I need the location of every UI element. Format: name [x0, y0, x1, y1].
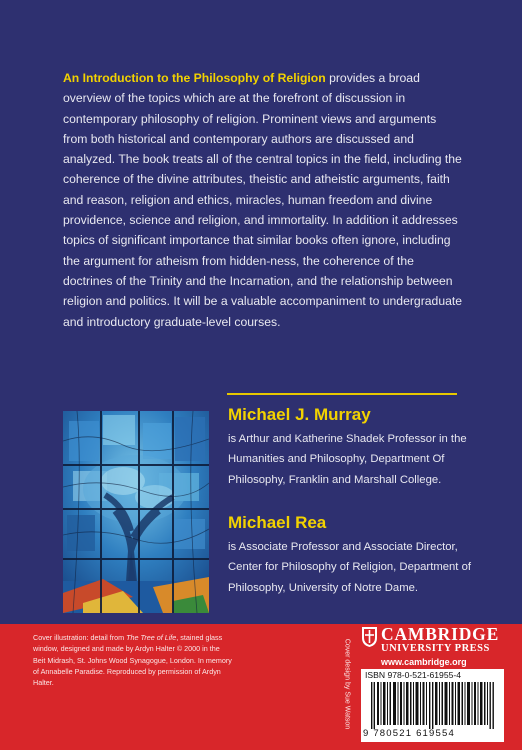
cover-illustration-credit [33, 632, 233, 688]
author-block-rea [228, 513, 473, 598]
cover-design-credit [341, 628, 352, 740]
author-name: Michael Rea [228, 513, 327, 532]
barcode-panel [361, 669, 504, 742]
book-blurb [63, 68, 463, 332]
credit-suffix: , stained glass window, designed and made by Ardyn Halter © 2000 in the Beit Midrash, St. Johns Wood Synagogue, London. In memory of Annabelle Paradise. Reproduced by permission of Ardyn Halter. [33, 633, 232, 688]
blurb-text: provides a broad overview of the topics which are at the forefront of discussion in contemporary philosophy of religion. Prominent views and arguments from both historical and contemporary authors are discussed and analyzed. The book treats all of the central topics in the field, including the coherence of the divine attributes, theistic and atheistic arguments, faith and reason, religion and ethics, miracles, human freedom and divine providence, science and religion, and immortality. In addition it addresses topics of significant importance that similar books often ignore, including the argument for atheism from hidden-ness, the coherence of the doctrines of the Trinity and the Incarnation, and the relationship between religion and politics. It will be a valuable accompaniment to undergraduate and introductory graduate-level courses. [63, 71, 463, 329]
cambridge-shield-icon [361, 626, 378, 648]
isbn-digits: 9 780521 619554 [363, 728, 455, 739]
author-block-murray [228, 405, 473, 490]
stained-glass-image [63, 411, 209, 613]
artwork-title: The Tree of Life [126, 633, 177, 642]
author-bio: is Arthur and Katherine Shadek Professor in the Humanities and Philosophy, Department Of Philosophy, Franklin and Marshall College. [228, 433, 467, 486]
cover-design-text: Cover design by Sue Watson [343, 638, 350, 730]
author-name: Michael J. Murray [228, 405, 371, 424]
author-bio: is Associate Professor and Associate Director, Center for Philosophy of Religion, Department of Philosophy, University of Notre Dame. [228, 541, 472, 594]
credit-prefix: Cover illustration: detail from [33, 633, 127, 642]
book-title: An Introduction to the Philosophy of Religion [63, 71, 326, 85]
publisher-url: www.cambridge.org [381, 657, 467, 667]
barcode-image [371, 682, 497, 729]
publisher-press: UNIVERSITY PRESS [381, 643, 490, 654]
divider-rule [227, 393, 457, 395]
publisher-name: CAMBRIDGE [381, 624, 500, 644]
isbn-label: ISBN 978-0-521-61955-4 [365, 670, 462, 680]
